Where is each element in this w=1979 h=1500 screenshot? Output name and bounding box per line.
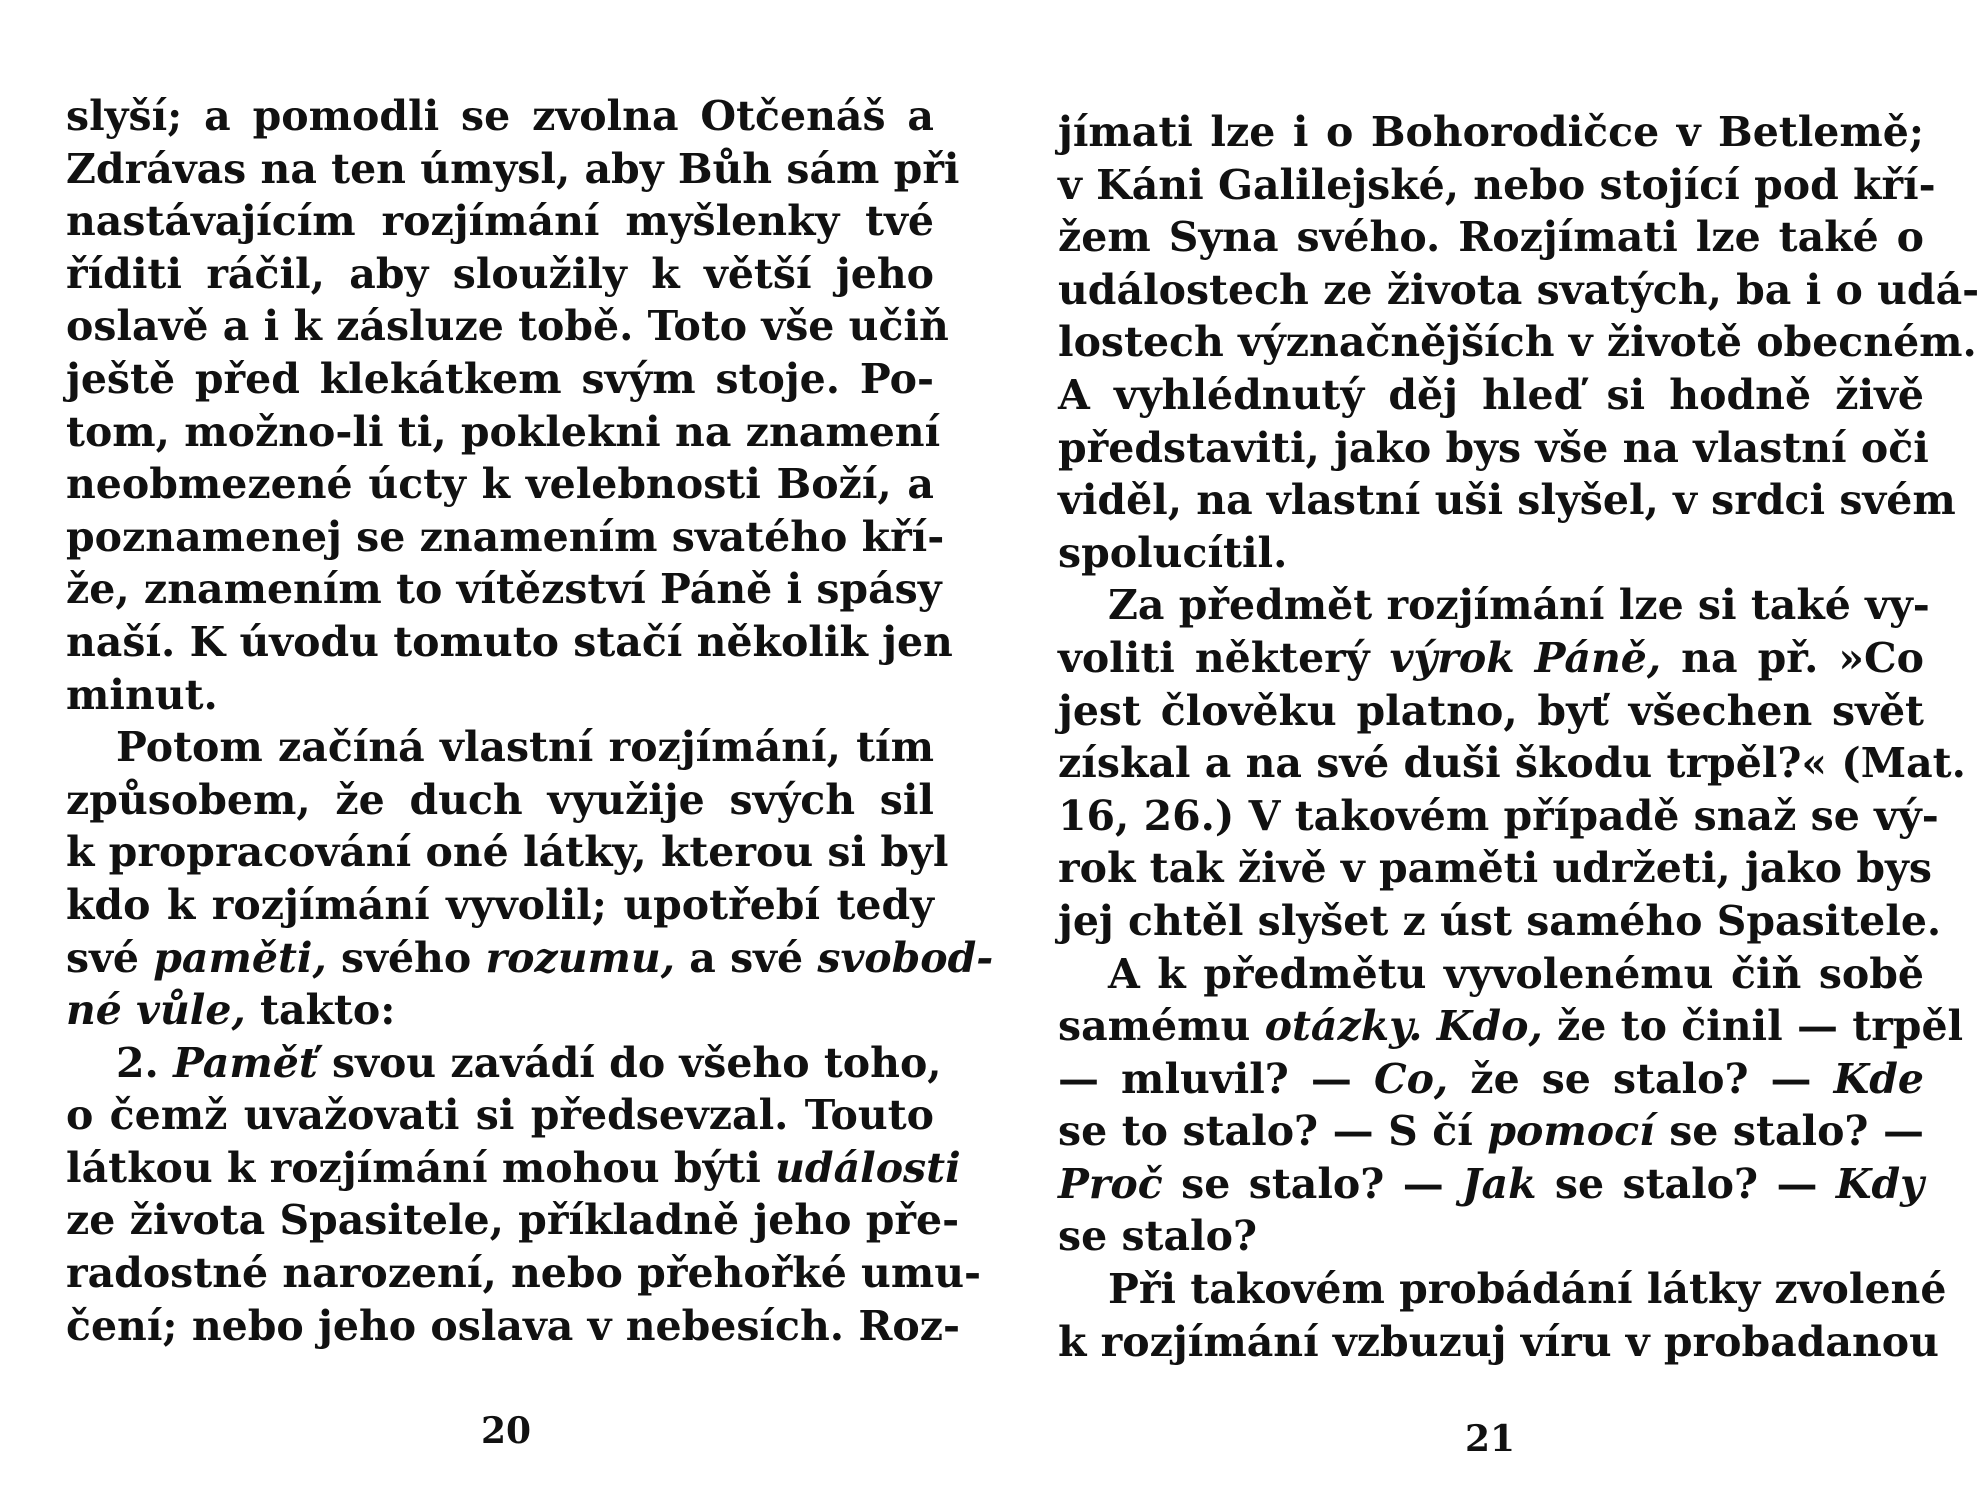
text-line [66, 932, 994, 985]
italic-text-segment: Kdy [1835, 1159, 1925, 1208]
text-line [66, 300, 949, 353]
text-segment: naší. K úvodu tomuto stačí několik jen [66, 617, 953, 666]
text-line [66, 616, 953, 669]
text-segment: oslavě a i k zásluze tobě. Toto vše učiň [66, 302, 949, 351]
text-segment: čení; nebo jeho oslava v nebesích. Roz- [66, 1301, 961, 1350]
text-segment: Zdrávas na ten úmysl, aby Bůh sám při [66, 144, 960, 193]
text-segment: spolucítil. [1058, 528, 1288, 577]
text-line [66, 563, 942, 616]
text-line [66, 669, 934, 722]
text-line [1058, 159, 1936, 212]
text-segment: se stalo? — [1536, 1159, 1836, 1208]
text-segment: A vyhlédnutý děj hleď si hodně živě [1058, 370, 1924, 419]
text-line [1058, 211, 1924, 264]
text-segment: že to činil — trpěl [1542, 1002, 1964, 1051]
text-segment: neobmezené úcty k velebnosti Boží, a [66, 460, 934, 509]
text-segment: tom, možno-li ti, poklekni na znamení [66, 407, 941, 456]
text-line [1058, 422, 1929, 475]
text-segment: k rozjímání vzbuzuj víru v probadanou [1058, 1317, 1939, 1366]
text-segment: lostech význačnějších v životě obecném. [1058, 318, 1977, 367]
right-page [1058, 0, 1979, 1500]
italic-text-segment: paměti, [153, 933, 327, 982]
text-segment: 16, 26.) V takovém případě snaž se vý- [1058, 791, 1939, 840]
italic-text-segment: rozumu, [485, 933, 675, 982]
text-line [66, 774, 934, 827]
text-line [1058, 527, 1924, 580]
text-line [66, 143, 960, 196]
text-segment: představiti, jako bys vše na vlastní oči [1058, 423, 1929, 472]
text-segment: viděl, na vlastní uši slyšel, v srdci svém [1058, 476, 1956, 525]
text-line [66, 1194, 960, 1247]
text-segment: že se stalo? — [1448, 1054, 1834, 1103]
text-line [66, 1037, 942, 1090]
text-segment: Potom začíná vlastní rozjímání, tím [116, 723, 934, 772]
text-segment: způsobem, že duch využije svých sil [66, 775, 934, 824]
text-line [1058, 1316, 1939, 1369]
text-line [66, 879, 934, 932]
text-segment: získal a na své duši škodu trpěl?« (Mat. [1058, 739, 1966, 788]
text-segment: k propracování oné látky, kterou si byl [66, 828, 949, 877]
text-line [1058, 1158, 1924, 1211]
right-page-number: 21 [1464, 1418, 1516, 1460]
left-page [66, 0, 994, 1500]
text-segment: událostech ze života svatých, ba i o udá- [1058, 265, 1979, 314]
text-line [66, 1142, 961, 1195]
text-segment: žem Syna svého. Rozjímati lze také o [1058, 213, 1924, 262]
text-line [1058, 1053, 1924, 1106]
text-line [1058, 1210, 1924, 1263]
italic-text-segment: události [775, 1143, 961, 1192]
text-line [1058, 948, 1924, 1001]
text-segment: Za předmět rozjímání lze si také vy- [1108, 581, 1930, 630]
italic-text-segment: né vůle, [66, 986, 246, 1035]
text-line [66, 248, 934, 301]
text-line [66, 1089, 934, 1142]
text-line [1058, 737, 1966, 790]
text-segment: Při takovém probádání látky zvolené [1108, 1265, 1947, 1314]
text-segment: poznamenej se znamením svatého kří- [66, 512, 945, 561]
text-segment: A k předmětu vyvolenému čiň sobě [1108, 949, 1924, 998]
text-line [66, 458, 934, 511]
left-page-number: 20 [480, 1410, 532, 1452]
text-line [66, 511, 945, 564]
text-line [1058, 1263, 1947, 1316]
text-line [1058, 369, 1924, 422]
text-line [1058, 474, 1956, 527]
text-line [1058, 790, 1939, 843]
text-segment: se stalo? — [1654, 1107, 1924, 1156]
left-page-text [66, 90, 994, 1352]
italic-text-segment: Kde [1833, 1054, 1924, 1103]
text-line [1058, 685, 1924, 738]
text-segment: nastávajícím rozjímání myšlenky tvé [66, 197, 934, 246]
text-segment: — mluvil? — [1058, 1054, 1374, 1103]
text-segment: kdo k rozjímání vyvolil; upotřebí tedy [66, 880, 934, 929]
text-segment: látkou k rozjímání mohou býti [66, 1143, 776, 1192]
text-segment: že, znamením to vítězství Páně i spásy [66, 565, 942, 614]
text-line [66, 984, 934, 1037]
text-segment: se to stalo? — S čí [1058, 1107, 1488, 1156]
text-segment: v Káni Galilejské, nebo stojící pod kří- [1058, 160, 1936, 209]
text-line [1058, 632, 1924, 685]
text-segment: minut. [66, 670, 218, 719]
text-line [66, 1300, 961, 1353]
italic-text-segment: Paměť [173, 1038, 318, 1087]
text-segment: voliti některý [1058, 633, 1390, 682]
text-segment: na př. »Co [1661, 633, 1924, 682]
text-line [1058, 264, 1979, 317]
text-line [66, 826, 949, 879]
text-line [1058, 106, 1924, 159]
text-segment: takto: [245, 986, 396, 1035]
text-segment: svou zavádí do všeho toho, [317, 1038, 942, 1087]
text-segment: rok tak živě v paměti udržeti, jako bys [1058, 844, 1932, 893]
text-line [66, 90, 934, 143]
text-line [1058, 842, 1932, 895]
text-segment: o čemž uvažovati si předsevzal. Touto [66, 1091, 934, 1140]
text-segment: jímati lze i o Bohorodičce v Betlemě; [1058, 108, 1924, 156]
italic-text-segment: Proč [1058, 1159, 1163, 1208]
text-segment: své [66, 933, 154, 982]
text-line [66, 1247, 982, 1300]
right-page-text [1058, 106, 1979, 1368]
text-line [1058, 1105, 1924, 1158]
text-line [66, 406, 941, 459]
text-line [1058, 579, 1930, 632]
text-segment: svého [326, 933, 486, 982]
text-segment: se stalo? — [1162, 1159, 1463, 1208]
text-segment: 2. [116, 1038, 174, 1087]
text-segment: samému [1058, 1002, 1265, 1051]
italic-text-segment: pomocí [1487, 1107, 1655, 1156]
italic-text-segment: Co, [1373, 1054, 1449, 1103]
text-segment: jej chtěl slyšet z úst samého Spasitele. [1058, 896, 1942, 945]
italic-text-segment: otázky. Kdo, [1264, 1002, 1543, 1051]
italic-text-segment: svobod- [817, 933, 994, 982]
text-segment: a své [674, 933, 818, 982]
text-line [66, 195, 934, 248]
italic-text-segment: Jak [1462, 1159, 1537, 1208]
text-line [1058, 895, 1942, 948]
text-segment: slyší; a pomodli se zvolna Otčenáš a [66, 92, 934, 140]
text-segment: ještě před klekátkem svým stoje. Po- [66, 354, 934, 403]
text-line [66, 721, 934, 774]
text-segment: jest člověku platno, byť všechen svět [1058, 686, 1924, 735]
text-line [66, 353, 934, 406]
text-segment: radostné narození, nebo přehořké umu- [66, 1249, 982, 1298]
text-segment: ze života Spasitele, příkladně jeho pře- [66, 1196, 960, 1245]
text-line [1058, 316, 1977, 369]
text-segment: se stalo? [1058, 1212, 1257, 1261]
text-segment: říditi ráčil, aby sloužily k větší jeho [66, 249, 934, 298]
text-line [1058, 1000, 1964, 1053]
italic-text-segment: výrok Páně, [1389, 633, 1662, 682]
